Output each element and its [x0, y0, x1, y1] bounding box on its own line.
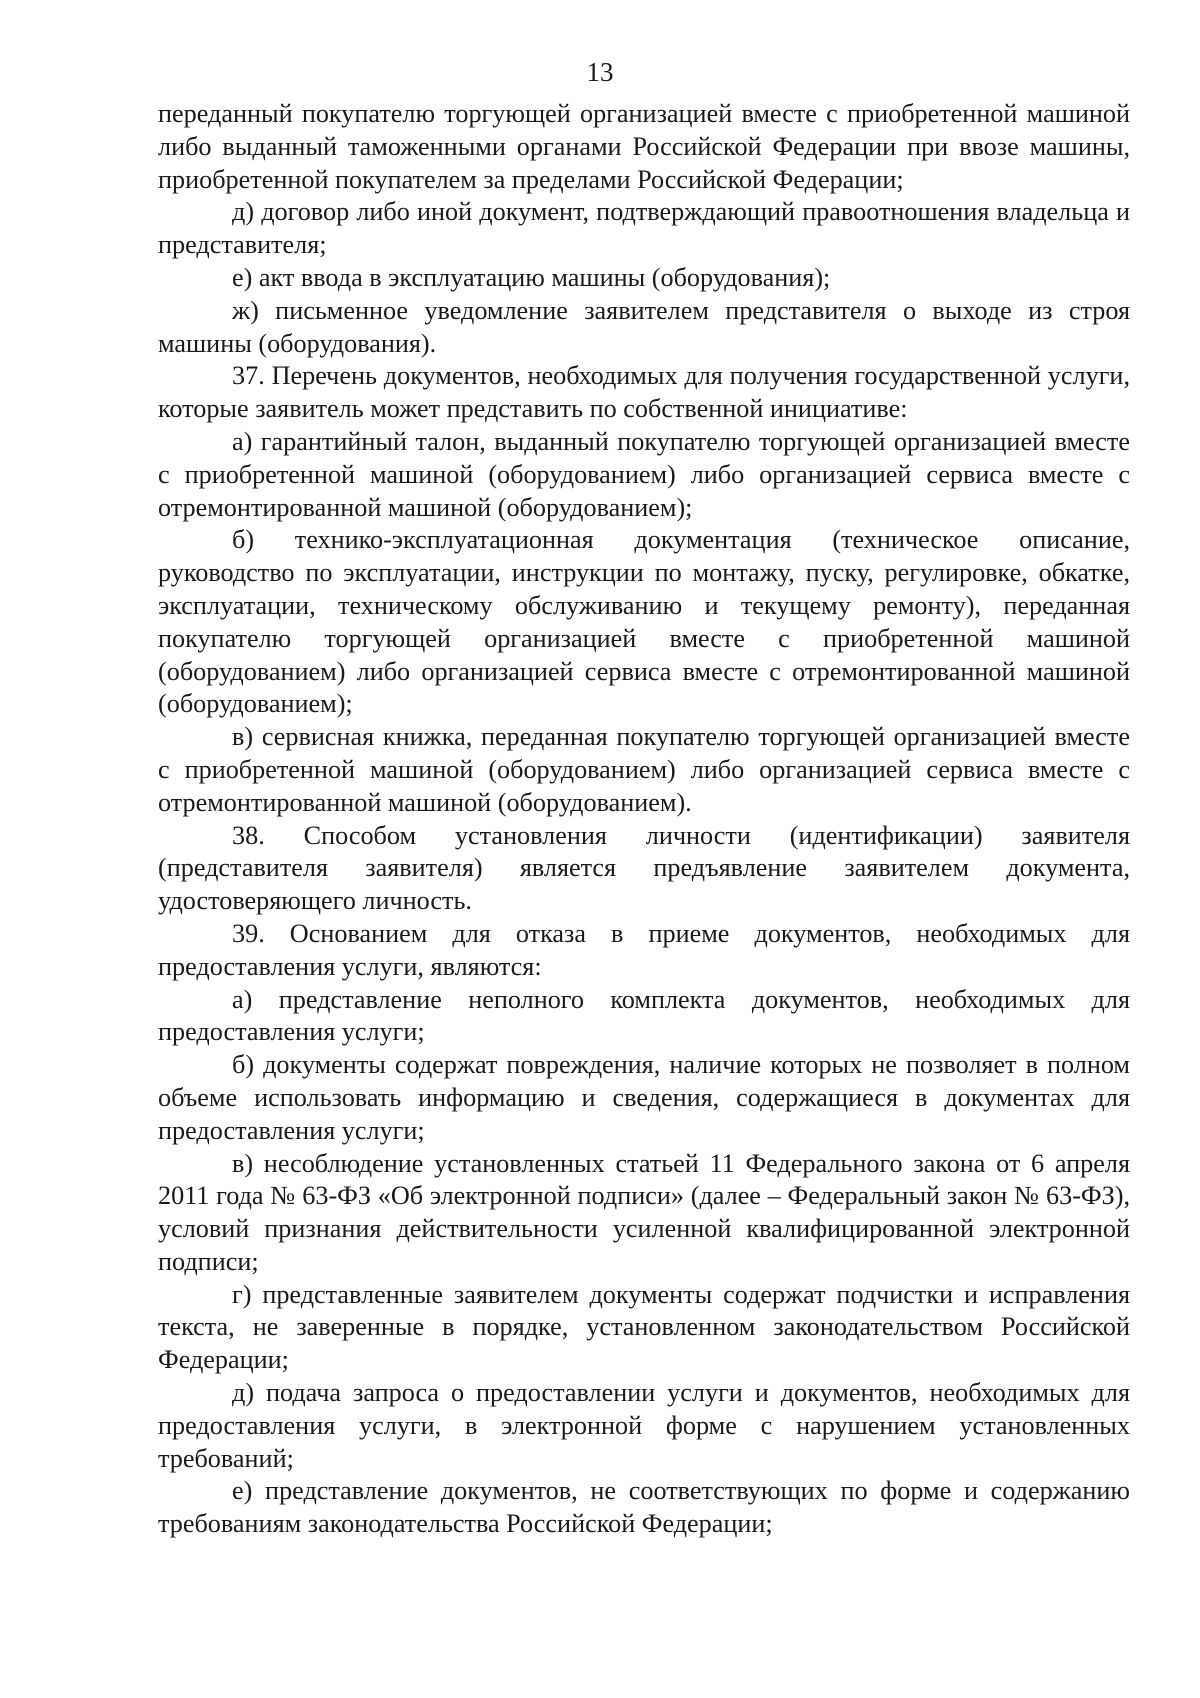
paragraph-item-d-contract: д) договор либо иной документ, подтверждающий правоотношения владельца и представителя; [158, 197, 1130, 260]
paragraph-item-b-documentation: б) технико-эксплуатационная документация (техническое описание, руководство по эксплуатации, инструкции по монтажу, пуску, регулировке, обкатке, эксплуатации, техническому обслуживанию и текущему ремонту), переданная покупателю торгующей организацией вместе с приобретенной машиной (оборудованием) либо организацией сервиса вместе с отремонтированной машиной (оборудованием); [158, 525, 1130, 719]
paragraph-clause-39: 39. Основанием для отказа в приеме документов, необходимых для предоставления услуги, являются: [158, 918, 1130, 981]
paragraph-item-b-damaged-docs: б) документы содержат повреждения, наличие которых не позволяет в полном объеме использовать информацию и сведения, содержащиеся в документах для предоставления услуги; [158, 1050, 1130, 1145]
paragraph-item-zh-written-notice: ж) письменное уведомление заявителем представителя о выходе из строя машины (оборудования). [158, 295, 1130, 358]
paragraph-item-v-service-book: в) сервисная книжка, переданная покупателю торгующей организацией вместе с приобретенной машиной (оборудованием) либо организацией сервиса вместе с отремонтированной машиной (оборудованием). [158, 722, 1130, 817]
paragraph-item-g-corrections: г) представленные заявителем документы содержат подчистки и исправления текста, не заверенные в порядке, установленном законодательством Российской Федерации; [158, 1279, 1130, 1375]
document-body [158, 98, 1130, 1541]
paragraph-item-a-incomplete-set: а) представление неполного комплекта документов, необходимых для предоставления услуги; [158, 984, 1130, 1047]
paragraph-continuation: переданный покупателю торгующей организацией вместе с приобретенной машиной либо выданный таможенными органами Российской Федерации при ввозе машины, приобретенной покупателем за пределами Российской Федерации; [158, 99, 1130, 194]
paragraph-clause-38: 38. Способом установления личности (идентификации) заявителя (представителя заявителя) является предъявление заявителем документа, удостоверяющего личность. [158, 820, 1130, 916]
paragraph-item-e-commissioning-act: е) акт ввода в эксплуатацию машины (оборудования); [232, 262, 831, 292]
paragraph-item-d-electronic-request: д) подача запроса о предоставлении услуги и документов, необходимых для предоставления услуги, в электронной форме с нарушением установленных требований; [158, 1378, 1130, 1473]
paragraph-item-a-warranty: а) гарантийный талон, выданный покупателю торгующей организацией вместе с приобретенной машиной (оборудованием) либо организацией сервиса вместе с отремонтированной машиной (оборудованием); [158, 426, 1130, 522]
paragraph-item-e-nonconforming-docs: е) представление документов, не соответствующих по форме и содержанию требованиям законодательства Российской Федерации; [158, 1476, 1130, 1539]
paragraph-clause-37: 37. Перечень документов, необходимых для получения государственной услуги, которые заявитель может представить по собственной инициативе: [158, 361, 1130, 424]
page-number: 13 [586, 57, 614, 87]
paragraph-item-v-signature: в) несоблюдение установленных статьей 11 Федерального закона от 6 апреля 2011 года № 63-ФЗ «Об электронной подписи» (далее – Федеральный закон № 63-ФЗ), условий признания действительности усиленной квалифицированной электронной подписи; [158, 1148, 1130, 1276]
